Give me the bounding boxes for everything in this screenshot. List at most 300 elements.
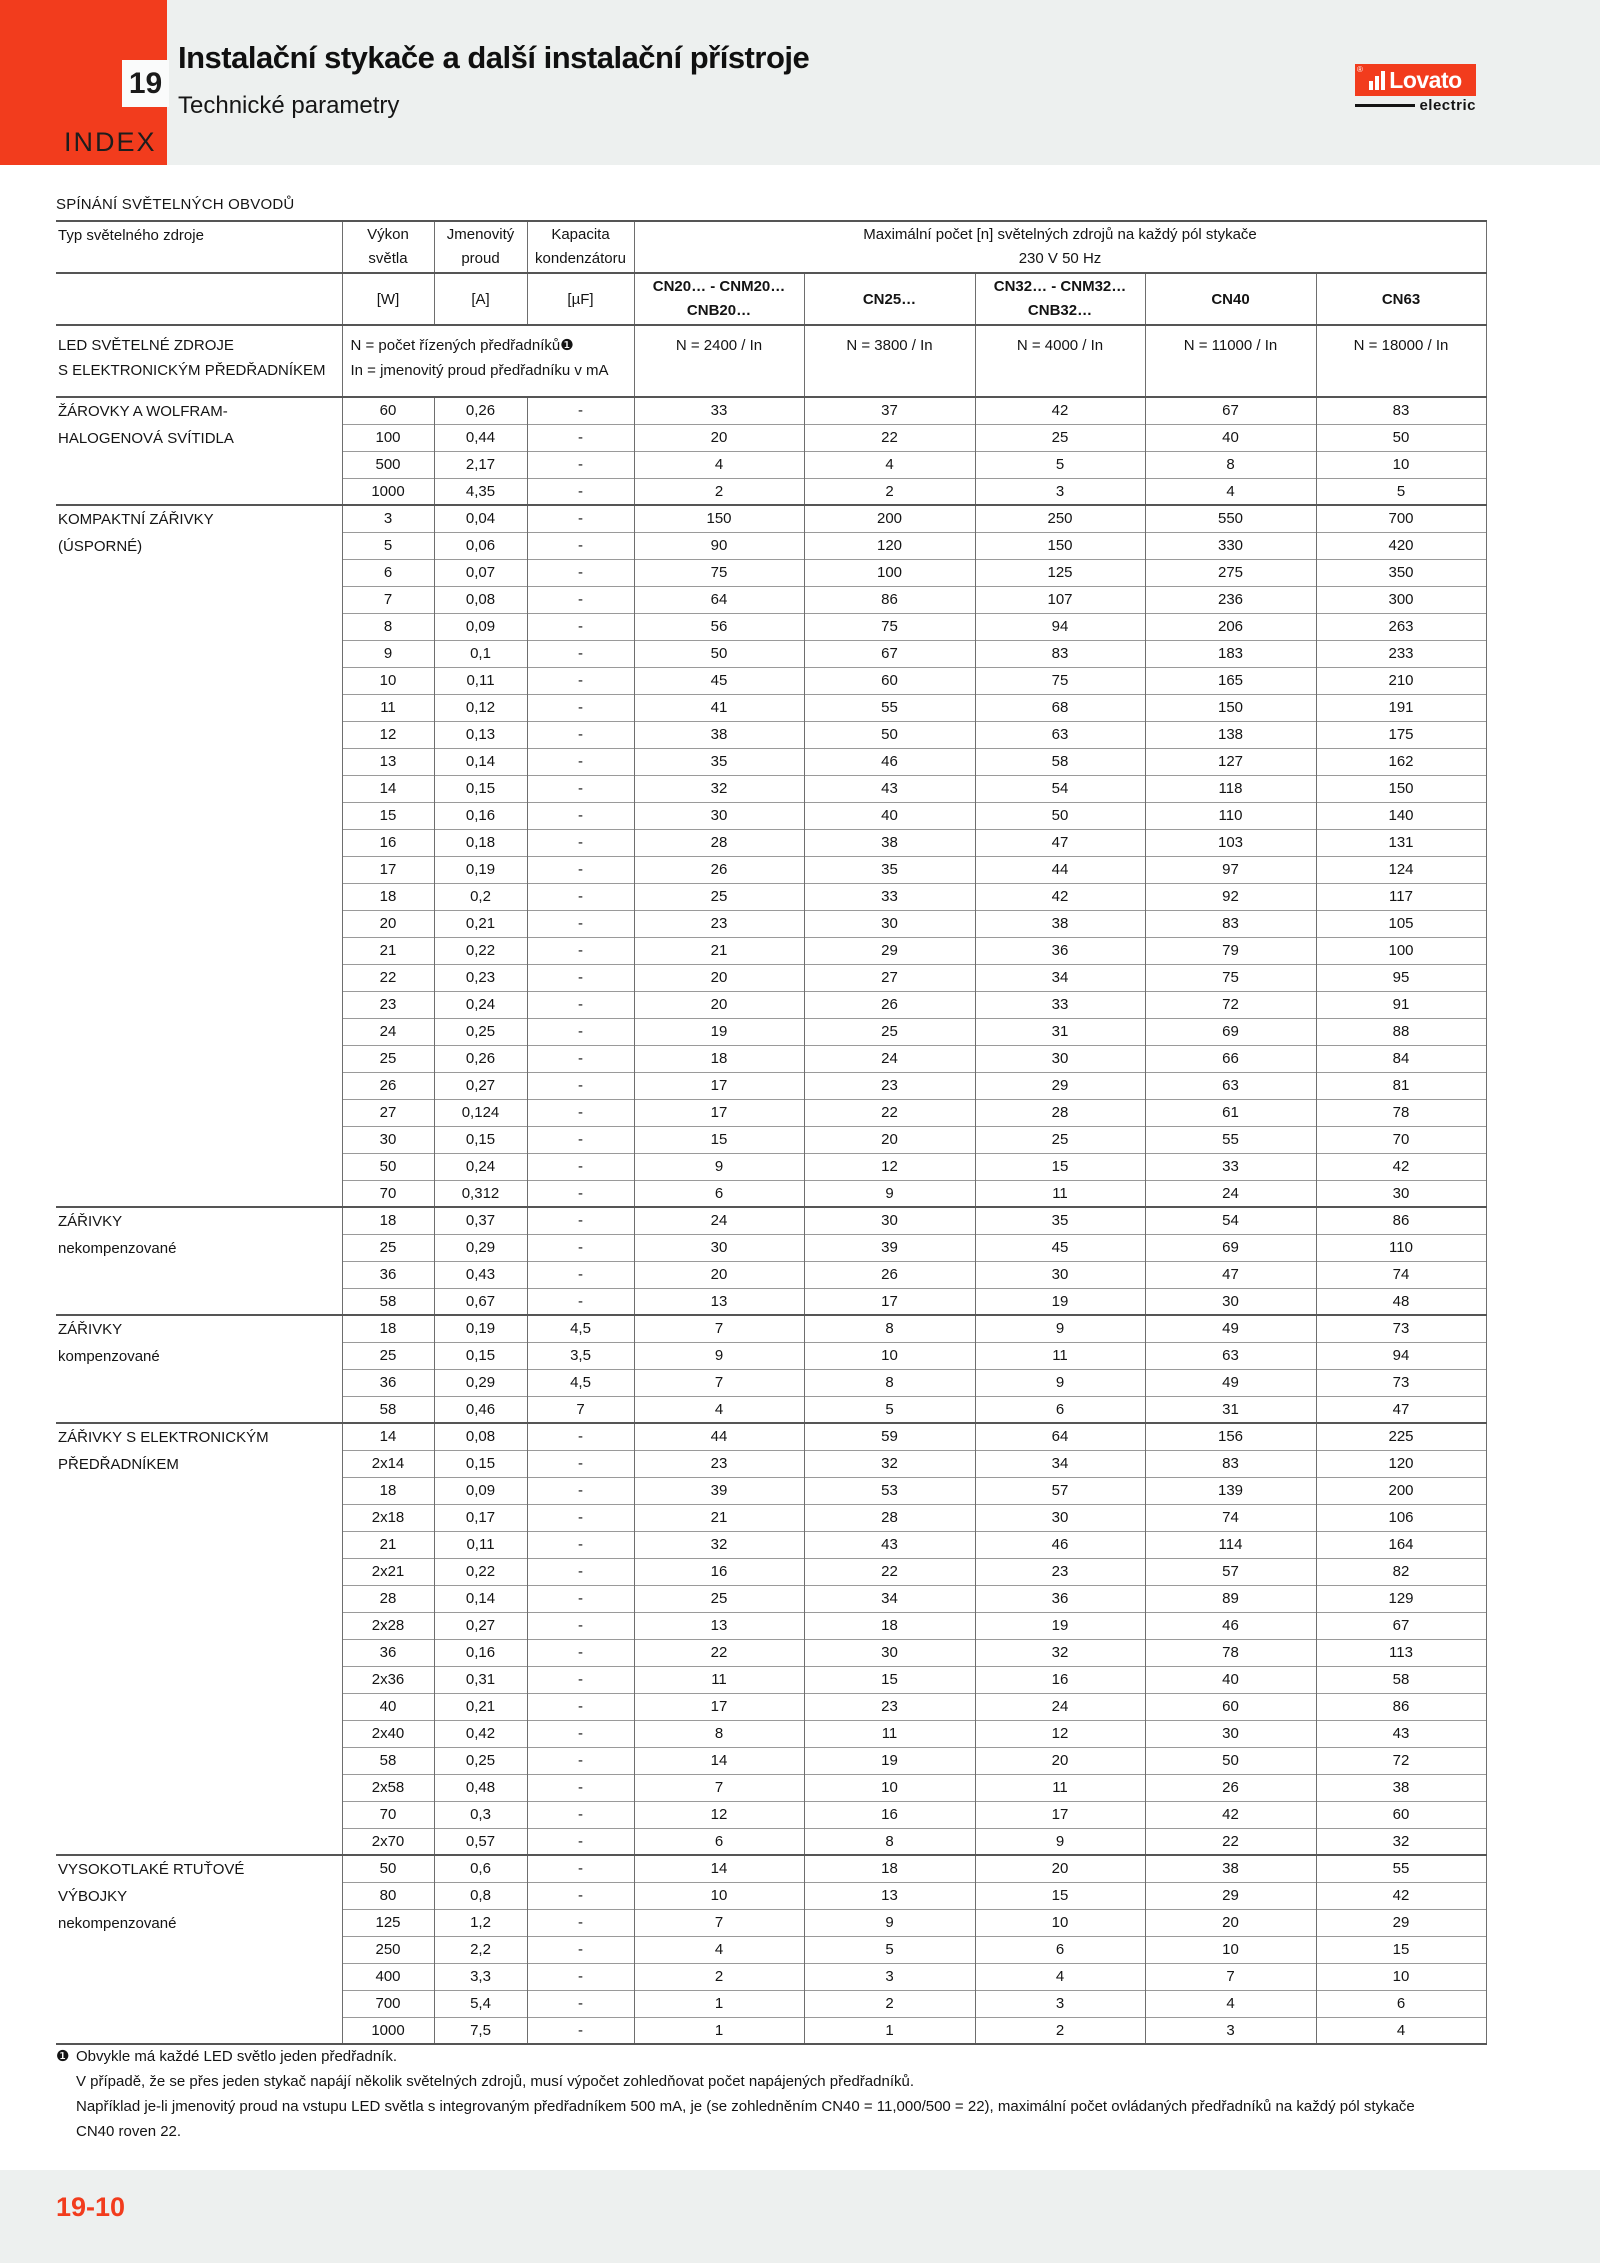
data-cell: 2 — [804, 1990, 975, 2017]
data-cell: 50 — [342, 1855, 434, 1882]
data-cell: 29 — [1316, 1909, 1486, 1936]
data-cell: 120 — [804, 532, 975, 559]
data-cell: 0,18 — [434, 829, 527, 856]
data-cell: 25 — [975, 424, 1145, 451]
data-cell: 5 — [804, 1936, 975, 1963]
data-cell: 26 — [804, 1261, 975, 1288]
data-cell: 48 — [1316, 1288, 1486, 1315]
data-cell: 100 — [1316, 937, 1486, 964]
data-cell: 33 — [1145, 1153, 1316, 1180]
data-cell: 46 — [975, 1531, 1145, 1558]
data-cell: 0,19 — [434, 1315, 527, 1342]
data-cell: 29 — [975, 1072, 1145, 1099]
table-header-row-2 — [56, 273, 1486, 325]
section-label-line: nekompenzované — [58, 1915, 177, 1932]
data-cell: 18 — [342, 1477, 434, 1504]
data-cell: 44 — [634, 1423, 804, 1450]
data-cell: 23 — [342, 991, 434, 1018]
data-cell: 3 — [975, 478, 1145, 505]
header-model-cn32 — [975, 273, 1145, 325]
data-cell: 24 — [975, 1693, 1145, 1720]
data-cell: 25 — [634, 883, 804, 910]
data-cell: 60 — [1145, 1693, 1316, 1720]
led-value: N = 11000 / In — [1145, 325, 1316, 397]
data-cell: 73 — [1316, 1369, 1486, 1396]
data-cell: 30 — [634, 802, 804, 829]
data-cell: 183 — [1145, 640, 1316, 667]
data-cell: 10 — [342, 667, 434, 694]
data-cell: 18 — [804, 1612, 975, 1639]
data-cell: 12 — [342, 721, 434, 748]
header-line: proud — [461, 250, 500, 267]
header-line: CN20… - CNM20… — [652, 278, 786, 295]
table-header-row-1 — [56, 221, 1486, 273]
data-cell: 114 — [1145, 1531, 1316, 1558]
table-row — [56, 1423, 1486, 1450]
page-number: 19-10 — [56, 2192, 126, 2222]
data-cell: - — [527, 1882, 634, 1909]
data-cell: 21 — [634, 1504, 804, 1531]
data-cell: 0,46 — [434, 1396, 527, 1423]
data-cell: 63 — [1145, 1072, 1316, 1099]
data-cell: 86 — [1316, 1693, 1486, 1720]
data-cell: - — [527, 1936, 634, 1963]
data-cell: 86 — [804, 586, 975, 613]
data-cell: 40 — [804, 802, 975, 829]
data-cell: - — [527, 2017, 634, 2044]
data-cell: 39 — [804, 1234, 975, 1261]
data-cell: 40 — [1145, 424, 1316, 451]
data-cell: 0,09 — [434, 613, 527, 640]
data-cell: 84 — [1316, 1045, 1486, 1072]
data-cell: 38 — [975, 910, 1145, 937]
data-cell: 15 — [1316, 1936, 1486, 1963]
data-cell: 19 — [975, 1288, 1145, 1315]
data-cell: - — [527, 613, 634, 640]
data-cell: 64 — [975, 1423, 1145, 1450]
data-cell: 43 — [1316, 1720, 1486, 1747]
led-label — [56, 325, 342, 397]
data-cell: 30 — [975, 1045, 1145, 1072]
data-cell: 73 — [1316, 1315, 1486, 1342]
data-cell: 24 — [342, 1018, 434, 1045]
data-cell: 35 — [975, 1207, 1145, 1234]
data-cell: - — [527, 829, 634, 856]
data-cell: 250 — [975, 505, 1145, 532]
data-cell: - — [527, 397, 634, 424]
data-cell: 36 — [342, 1369, 434, 1396]
data-cell: 26 — [804, 991, 975, 1018]
data-cell: 12 — [804, 1153, 975, 1180]
data-cell: 12 — [634, 1801, 804, 1828]
data-cell: 107 — [975, 586, 1145, 613]
data-cell: 113 — [1316, 1639, 1486, 1666]
data-cell: 25 — [634, 1585, 804, 1612]
data-cell: 10 — [1145, 1936, 1316, 1963]
data-cell: 24 — [634, 1207, 804, 1234]
data-cell: 83 — [1145, 910, 1316, 937]
data-cell: 2 — [804, 478, 975, 505]
data-cell: 125 — [975, 559, 1145, 586]
data-cell: 7 — [342, 586, 434, 613]
data-cell: 86 — [1316, 1207, 1486, 1234]
data-cell: 22 — [804, 1099, 975, 1126]
data-cell: 206 — [1145, 613, 1316, 640]
data-cell: 89 — [1145, 1585, 1316, 1612]
section-label-line: HALOGENOVÁ SVÍTIDLA — [58, 430, 234, 447]
data-cell: 18 — [342, 883, 434, 910]
data-cell: 150 — [1316, 775, 1486, 802]
table-section — [56, 196, 1486, 2045]
data-cell: 36 — [342, 1261, 434, 1288]
data-cell: 125 — [342, 1909, 434, 1936]
data-cell: 50 — [1316, 424, 1486, 451]
header-unit-a: [A] — [434, 273, 527, 325]
section-label-line: kompenzované — [58, 1348, 160, 1365]
data-cell: - — [527, 1207, 634, 1234]
data-cell: - — [527, 1126, 634, 1153]
data-cell: - — [527, 1504, 634, 1531]
data-cell: 14 — [634, 1855, 804, 1882]
data-cell: 54 — [975, 775, 1145, 802]
data-cell: 78 — [1316, 1099, 1486, 1126]
data-cell: 21 — [634, 937, 804, 964]
data-cell: 25 — [804, 1018, 975, 1045]
data-cell: 18 — [342, 1207, 434, 1234]
data-cell: 39 — [634, 1477, 804, 1504]
data-cell: 0,25 — [434, 1018, 527, 1045]
section-label-line: ZÁŘIVKY S ELEKTRONICKÝM — [58, 1429, 269, 1446]
data-cell: - — [527, 1234, 634, 1261]
data-cell: 28 — [975, 1099, 1145, 1126]
data-cell: 0,11 — [434, 667, 527, 694]
data-cell: 200 — [804, 505, 975, 532]
header-power-column — [342, 221, 434, 273]
data-cell: 3 — [804, 1963, 975, 1990]
page-subtitle: Technické parametry — [178, 92, 400, 119]
data-cell: 20 — [804, 1126, 975, 1153]
header-line: Jmenovitý — [446, 226, 515, 243]
data-cell: 70 — [1316, 1126, 1486, 1153]
data-cell: 14 — [342, 775, 434, 802]
data-cell: 16 — [975, 1666, 1145, 1693]
led-label-line: S ELEKTRONICKÝM PŘEDŘADNÍKEM — [58, 362, 326, 379]
data-cell: 20 — [634, 1261, 804, 1288]
data-cell: - — [527, 532, 634, 559]
data-cell: 175 — [1316, 721, 1486, 748]
data-cell: - — [527, 802, 634, 829]
data-cell: 94 — [975, 613, 1145, 640]
data-cell: 8 — [342, 613, 434, 640]
data-cell: - — [527, 856, 634, 883]
header-line: světla — [368, 250, 408, 267]
data-cell: - — [527, 667, 634, 694]
section-label — [56, 505, 342, 1207]
data-cell: 30 — [975, 1261, 1145, 1288]
data-cell: 80 — [342, 1882, 434, 1909]
data-cell: 11 — [975, 1774, 1145, 1801]
data-cell: 25 — [342, 1045, 434, 1072]
table-caption: SPÍNÁNÍ SVĚTELNÝCH OBVODŮ — [56, 196, 295, 213]
header-max-count — [634, 221, 1486, 273]
data-cell: 11 — [975, 1180, 1145, 1207]
brand-sub: electric — [1419, 97, 1476, 114]
data-cell: 83 — [1145, 1450, 1316, 1477]
data-cell: 38 — [1316, 1774, 1486, 1801]
data-cell: 27 — [342, 1099, 434, 1126]
data-cell: 200 — [1316, 1477, 1486, 1504]
data-cell: 0,06 — [434, 532, 527, 559]
logo-bars-icon — [1369, 71, 1385, 90]
footnote-text: Obvykle má každé LED světlo jeden předřadník. — [76, 2048, 397, 2065]
data-cell: 17 — [634, 1072, 804, 1099]
data-cell: 6 — [975, 1396, 1145, 1423]
data-cell: 124 — [1316, 856, 1486, 883]
data-cell: 50 — [634, 640, 804, 667]
data-cell: 10 — [804, 1342, 975, 1369]
data-cell: 0,312 — [434, 1180, 527, 1207]
data-cell: 6 — [1316, 1990, 1486, 2017]
data-cell: 47 — [1145, 1261, 1316, 1288]
data-cell: 5 — [1316, 478, 1486, 505]
data-cell: 120 — [1316, 1450, 1486, 1477]
data-cell: 17 — [342, 856, 434, 883]
data-cell: 0,15 — [434, 1450, 527, 1477]
data-cell: 29 — [804, 937, 975, 964]
data-cell: 0,3 — [434, 1801, 527, 1828]
data-cell: 0,67 — [434, 1288, 527, 1315]
data-cell: 20 — [634, 424, 804, 451]
data-cell: 300 — [1316, 586, 1486, 613]
data-cell: 400 — [342, 1963, 434, 1990]
data-cell: 58 — [1316, 1666, 1486, 1693]
data-cell: 36 — [975, 937, 1145, 964]
data-cell: 2,2 — [434, 1936, 527, 1963]
data-cell: 20 — [975, 1855, 1145, 1882]
data-cell: 7 — [634, 1369, 804, 1396]
data-cell: 75 — [975, 667, 1145, 694]
data-cell: 58 — [342, 1288, 434, 1315]
data-cell: 31 — [1145, 1396, 1316, 1423]
data-cell: 5 — [975, 451, 1145, 478]
section-label-line: PŘEDŘADNÍKEM — [58, 1456, 179, 1473]
data-cell: 3,3 — [434, 1963, 527, 1990]
data-cell: 28 — [804, 1504, 975, 1531]
data-cell: - — [527, 1261, 634, 1288]
section-label-line: nekompenzované — [58, 1240, 177, 1257]
data-cell: - — [527, 1180, 634, 1207]
data-cell: 22 — [804, 1558, 975, 1585]
data-cell: 0,13 — [434, 721, 527, 748]
data-cell: 9 — [634, 1153, 804, 1180]
data-cell: 5 — [342, 532, 434, 559]
data-cell: 50 — [342, 1153, 434, 1180]
header-model-cn25: CN25… — [804, 273, 975, 325]
data-cell: 4 — [1316, 2017, 1486, 2044]
data-cell: 46 — [804, 748, 975, 775]
data-cell: 100 — [342, 424, 434, 451]
data-cell: 75 — [1145, 964, 1316, 991]
data-cell: 23 — [975, 1558, 1145, 1585]
data-cell: 19 — [634, 1018, 804, 1045]
data-cell: 32 — [634, 775, 804, 802]
section-label — [56, 397, 342, 505]
data-cell: 38 — [634, 721, 804, 748]
table-row — [56, 1315, 1486, 1342]
data-cell: 78 — [1145, 1639, 1316, 1666]
data-cell: 275 — [1145, 559, 1316, 586]
section-label-line: ZÁŘIVKY — [58, 1321, 123, 1338]
section-label — [56, 1315, 342, 1423]
data-cell: 13 — [342, 748, 434, 775]
data-cell: 20 — [342, 910, 434, 937]
section-label-line: ZÁŘIVKY — [58, 1213, 123, 1230]
data-cell: 30 — [1145, 1720, 1316, 1747]
data-cell: 29 — [1145, 1882, 1316, 1909]
data-cell: 34 — [975, 1450, 1145, 1477]
data-cell: 0,8 — [434, 1882, 527, 1909]
data-cell: 2 — [975, 2017, 1145, 2044]
data-cell: 42 — [975, 883, 1145, 910]
section-label — [56, 1855, 342, 2044]
data-cell: 15 — [634, 1126, 804, 1153]
data-cell: 165 — [1145, 667, 1316, 694]
header-empty-cell — [56, 273, 342, 325]
data-cell: - — [527, 478, 634, 505]
data-cell: 4 — [1145, 478, 1316, 505]
lighting-table — [56, 220, 1487, 2045]
footnotes — [56, 2044, 1415, 2144]
data-cell: 67 — [804, 640, 975, 667]
led-note-line: N = počet řízených předřadníků❶ — [350, 337, 574, 354]
data-cell: 74 — [1316, 1261, 1486, 1288]
data-cell: 67 — [1145, 397, 1316, 424]
data-cell: 70 — [342, 1180, 434, 1207]
data-cell: 30 — [804, 1207, 975, 1234]
brand-logo — [1355, 64, 1476, 114]
data-cell: 30 — [634, 1234, 804, 1261]
data-cell: 2 — [634, 478, 804, 505]
chapter-number: 19 — [128, 66, 163, 100]
data-cell: - — [527, 1639, 634, 1666]
data-cell: 11 — [804, 1720, 975, 1747]
data-cell: 21 — [342, 937, 434, 964]
data-cell: 0,11 — [434, 1531, 527, 1558]
data-cell: 250 — [342, 1936, 434, 1963]
data-cell: 0,04 — [434, 505, 527, 532]
data-cell: 110 — [1316, 1234, 1486, 1261]
data-cell: - — [527, 1855, 634, 1882]
data-cell: 0,26 — [434, 1045, 527, 1072]
data-cell: 500 — [342, 451, 434, 478]
data-cell: - — [527, 1990, 634, 2017]
data-cell: 20 — [1145, 1909, 1316, 1936]
data-cell: 38 — [1145, 1855, 1316, 1882]
data-cell: 18 — [342, 1315, 434, 1342]
data-cell: 24 — [1145, 1180, 1316, 1207]
data-cell: 7 — [1145, 1963, 1316, 1990]
data-cell: 20 — [975, 1747, 1145, 1774]
data-cell: 46 — [1145, 1612, 1316, 1639]
data-cell: 56 — [634, 613, 804, 640]
data-cell: 21 — [342, 1531, 434, 1558]
data-cell: - — [527, 1018, 634, 1045]
data-cell: 131 — [1316, 829, 1486, 856]
data-cell: 50 — [804, 721, 975, 748]
data-cell: 83 — [1316, 397, 1486, 424]
section-label — [56, 1207, 342, 1315]
data-cell: 3 — [1145, 2017, 1316, 2044]
led-note — [342, 325, 634, 397]
data-cell: 37 — [804, 397, 975, 424]
data-cell: 12 — [975, 1720, 1145, 1747]
data-cell: 105 — [1316, 910, 1486, 937]
data-cell: 45 — [975, 1234, 1145, 1261]
header-line: CNB32… — [1027, 302, 1093, 319]
data-cell: 6 — [634, 1828, 804, 1855]
data-cell: - — [527, 1720, 634, 1747]
header-type-column: Typ světelného zdroje — [56, 221, 342, 273]
data-cell: 30 — [1145, 1288, 1316, 1315]
data-cell: 106 — [1316, 1504, 1486, 1531]
data-cell: - — [527, 1558, 634, 1585]
section-label-line: (ÚSPORNÉ) — [58, 538, 143, 555]
led-row — [56, 325, 1486, 397]
footnote-line — [56, 2044, 1415, 2069]
data-cell: 64 — [634, 586, 804, 613]
data-cell: 10 — [634, 1882, 804, 1909]
header-unit-uf: [µF] — [527, 273, 634, 325]
data-cell: 0,6 — [434, 1855, 527, 1882]
data-cell: 75 — [634, 559, 804, 586]
data-cell: 22 — [1145, 1828, 1316, 1855]
data-cell: 0,15 — [434, 1126, 527, 1153]
data-cell: 9 — [975, 1828, 1145, 1855]
data-cell: 15 — [342, 802, 434, 829]
data-cell: 20 — [634, 964, 804, 991]
brand-logo-box — [1355, 64, 1476, 96]
data-cell: 23 — [804, 1693, 975, 1720]
data-cell: 42 — [1145, 1801, 1316, 1828]
data-cell: - — [527, 721, 634, 748]
data-cell: 0,08 — [434, 1423, 527, 1450]
data-cell: 0,16 — [434, 1639, 527, 1666]
data-cell: 8 — [1145, 451, 1316, 478]
led-value: N = 18000 / In — [1316, 325, 1486, 397]
data-cell: 1000 — [342, 2017, 434, 2044]
data-cell: 9 — [975, 1369, 1145, 1396]
data-cell: 0,24 — [434, 991, 527, 1018]
data-cell: 0,26 — [434, 397, 527, 424]
data-cell: 95 — [1316, 964, 1486, 991]
data-cell: 150 — [634, 505, 804, 532]
index-label: INDEX — [64, 127, 157, 157]
header-current-column — [434, 221, 527, 273]
data-cell: 156 — [1145, 1423, 1316, 1450]
data-cell: 16 — [634, 1558, 804, 1585]
data-cell: 10 — [1316, 451, 1486, 478]
data-cell: 49 — [1145, 1369, 1316, 1396]
data-cell: 7,5 — [434, 2017, 527, 2044]
data-cell: 233 — [1316, 640, 1486, 667]
chapter-number-box — [122, 60, 169, 107]
data-cell: 0,07 — [434, 559, 527, 586]
data-cell: 23 — [804, 1072, 975, 1099]
data-cell: 0,25 — [434, 1747, 527, 1774]
data-cell: 55 — [1145, 1126, 1316, 1153]
data-cell: 42 — [1316, 1153, 1486, 1180]
data-cell: 81 — [1316, 1072, 1486, 1099]
